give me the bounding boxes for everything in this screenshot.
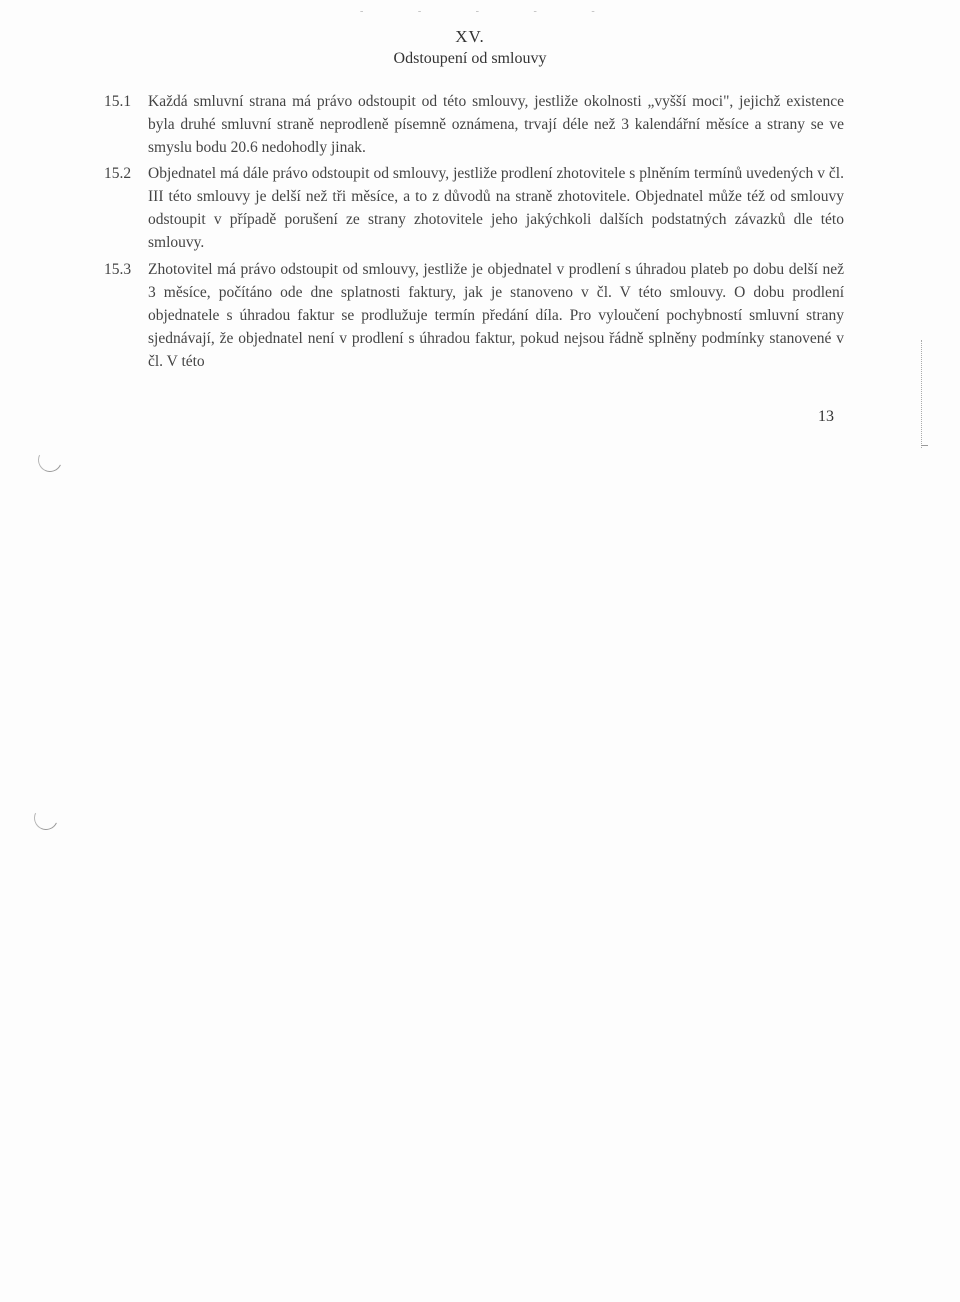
clause-number: 15.1 (104, 93, 132, 110)
clause-15-3 (104, 258, 844, 373)
clause-15-1 (104, 90, 844, 159)
punch-hole-mark (35, 445, 66, 476)
scan-edge-tick (921, 445, 928, 446)
scan-edge-line (921, 340, 922, 448)
punch-hole-mark (31, 803, 62, 834)
clause-text: Objednatel má dále právo odstoupit od smlouvy, jestliže prodlení zhotovitele s plněním termínů uvedených v čl. III této smlouvy je delší než tři měsíce, a to z důvodů na straně zhotovitele. Objednatel může též od smlouvy odstoupit v případě porušení ze strany zhotovitele jeho jakýchkoli dalších podstatných závazků dle této smlouvy. (148, 165, 844, 251)
clause-text: Zhotovitel má právo odstoupit od smlouvy, jestliže je objednatel v prodlení s úhradou plateb po dobu delší než 3 měsíce, počítáno ode dne splatnosti faktury, jak je stanoveno v čl. V této smlouvy. O dobu prodlení objednatele s úhradou faktur se prodlužuje termín předání díla. Pro vyloučení pochybností smluvní strany sjednávají, že objednatel není v prodlení s úhradou faktur, pokud nejsou řádně splněny podmínky stanovené v čl. V této (148, 261, 844, 370)
scan-artifact-marks: - - - - - (360, 6, 621, 17)
clause-15-2 (104, 162, 844, 254)
section-number: XV. (455, 27, 485, 46)
section-title: Odstoupení od smlouvy (393, 50, 547, 67)
clause-number: 15.3 (104, 261, 132, 278)
clause-number: 15.2 (104, 165, 132, 182)
page-number: 13 (818, 408, 834, 425)
clause-text: Každá smluvní strana má právo odstoupit od této smlouvy, jestliže okolnosti „vyšší moci", jejichž existence byla druhé smluvní straně neprodleně písemně oznámena, trvají déle než 3 kalendářní měsíce a strany se ve smyslu bodu 20.6 nedohodly jinak. (148, 93, 844, 156)
